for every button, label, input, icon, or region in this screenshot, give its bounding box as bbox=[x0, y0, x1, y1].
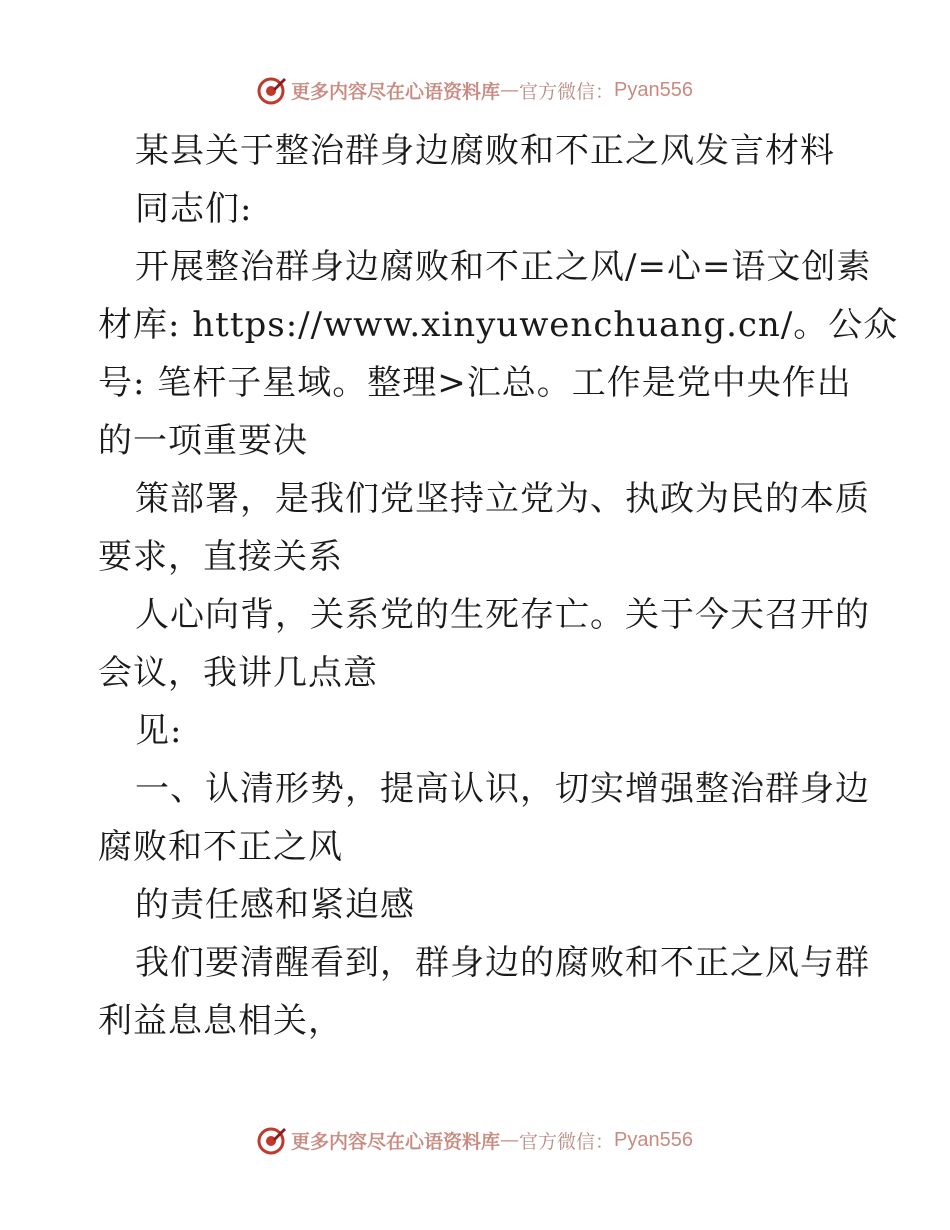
text-line: 某县关于整治群身边腐败和不正之风发言材料 bbox=[135, 131, 835, 171]
banner-wechat-label: 官方微信： bbox=[519, 80, 615, 103]
pen-logo-icon bbox=[257, 1125, 287, 1155]
banner-wechat-id: Pyan556 bbox=[614, 78, 693, 101]
text-line: 人心向背，关系党的生死存亡。关于今天召开的 bbox=[135, 595, 870, 635]
pen-logo-icon bbox=[257, 75, 287, 105]
text-line: 腐败和不正之风 bbox=[98, 827, 343, 867]
text-line: 同志们: bbox=[135, 189, 253, 229]
banner-text: 更多内容尽在心语资料库 bbox=[291, 1130, 501, 1153]
banner-text: 更多内容尽在心语资料库 bbox=[291, 80, 501, 103]
banner-dash: — bbox=[500, 1129, 520, 1151]
banner-dash: — bbox=[500, 79, 520, 101]
document-body bbox=[98, 122, 899, 1050]
banner-wechat-label: 官方微信： bbox=[519, 1130, 615, 1153]
text-line: 策部署，是我们党坚持立党为、执政为民的本质 bbox=[135, 479, 870, 519]
header-watermark-banner bbox=[0, 70, 950, 110]
text-line: 的一项重要决 bbox=[98, 421, 308, 461]
text-line: 的责任感和紧迫感 bbox=[135, 885, 415, 925]
text-line: 见: bbox=[135, 711, 183, 751]
banner-wechat-id: Pyan556 bbox=[614, 1128, 693, 1151]
text-line: 要求，直接关系 bbox=[98, 537, 343, 577]
text-line: 开展整治群身边腐败和不正之风/=心=语文创素 bbox=[135, 247, 872, 287]
text-line: 一、认清形势，提高认识，切实增强整治群身边 bbox=[135, 769, 870, 809]
footer-watermark-banner bbox=[0, 1120, 950, 1160]
text-line: 号: 笔杆子星域。整理>汇总。工作是党中央作出 bbox=[98, 363, 852, 403]
text-line: 材库: https://www.xinyuwenchuang.cn/。公众 bbox=[98, 305, 899, 345]
text-line: 利益息息相关， bbox=[98, 1001, 343, 1041]
text-line: 会议，我讲几点意 bbox=[98, 653, 378, 693]
text-line: 我们要清醒看到，群身边的腐败和不正之风与群 bbox=[135, 943, 870, 983]
